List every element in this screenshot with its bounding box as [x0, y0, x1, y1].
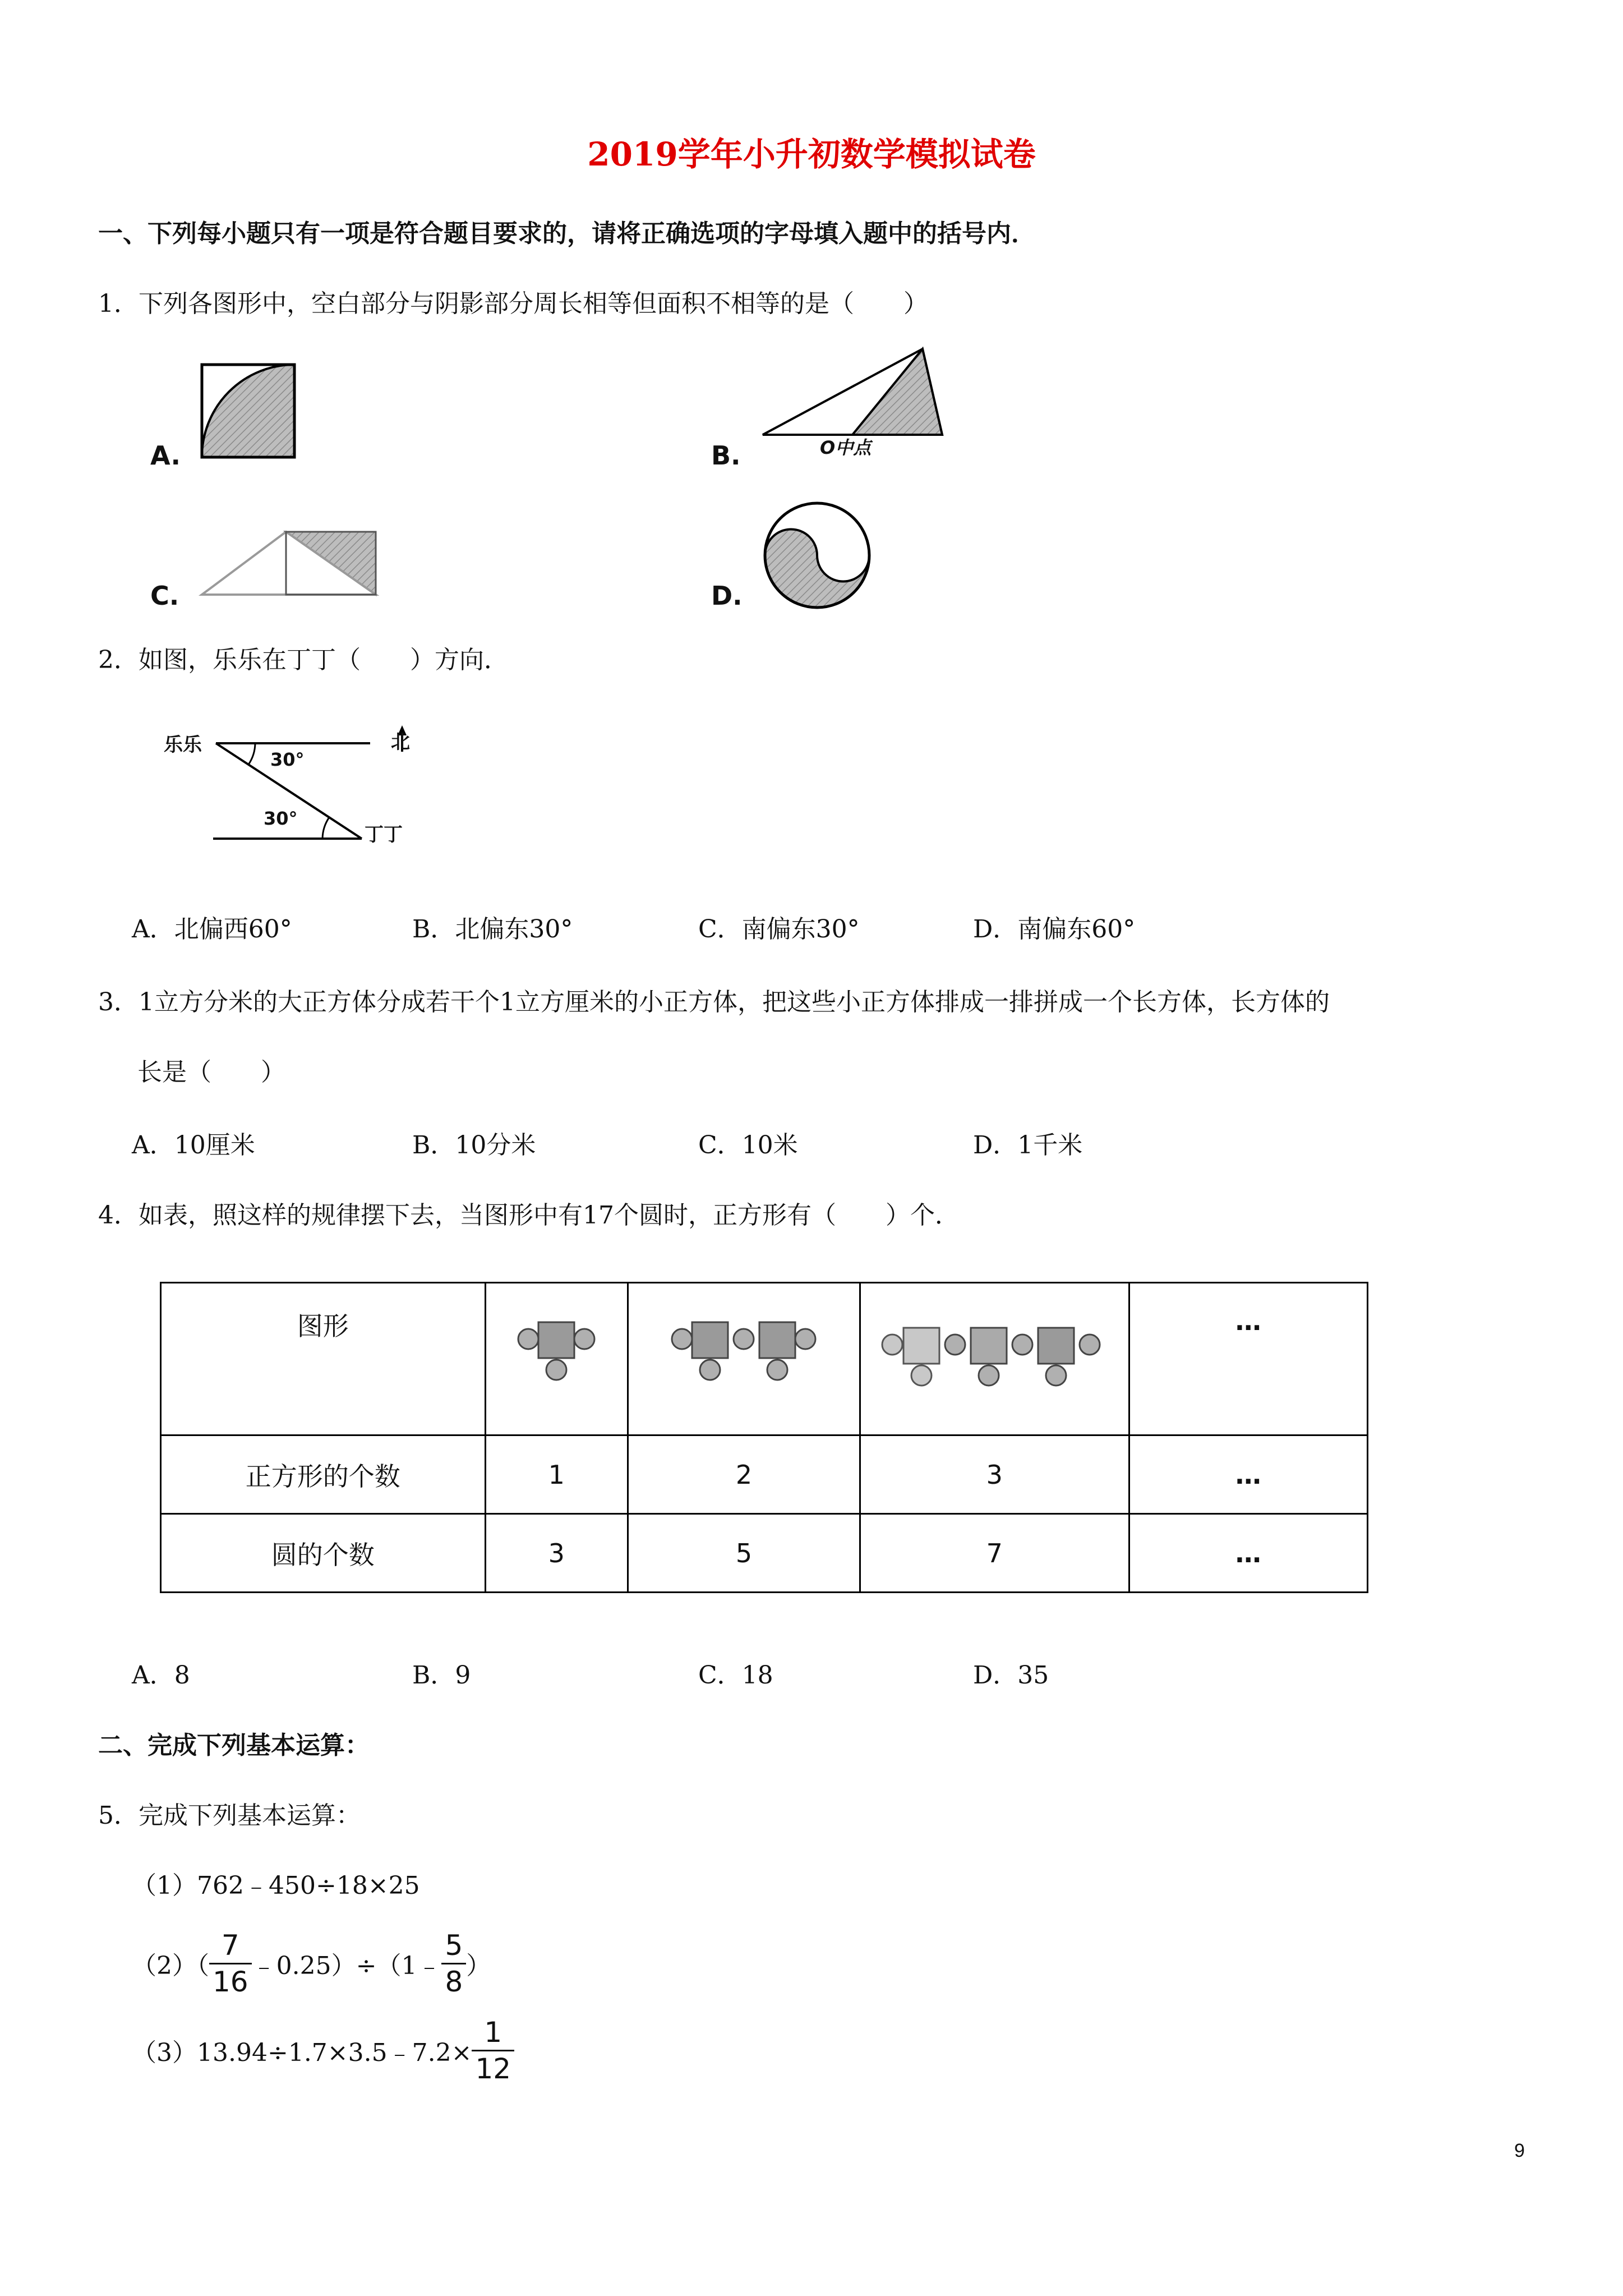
section-1-heading: 一、下列每小题只有一项是符合题目要求的，请将正确选项的字母填入题中的括号内．: [98, 219, 1036, 248]
ellipsis-cell: …: [1129, 1283, 1368, 1435]
q5-part-3: [132, 2017, 514, 2084]
table-cell: 1: [485, 1435, 628, 1514]
table-row-label: 圆的个数: [161, 1514, 486, 1593]
q4-option-a[interactable]: A．8: [132, 1661, 190, 1690]
q2-text: 2．如图，乐乐在丁丁（ ）方向．: [98, 646, 509, 674]
table-row: [161, 1514, 1368, 1593]
q4-option-b[interactable]: B．9: [412, 1661, 471, 1690]
q2-option-d[interactable]: D．南偏东60°: [973, 915, 1136, 944]
q2-option-b[interactable]: B．北偏东30°: [412, 915, 573, 944]
q2-label-lele: 乐乐: [164, 734, 202, 756]
table-cell: 7: [860, 1514, 1129, 1593]
q1-label-c: C.: [150, 581, 179, 611]
q5-p2-middle: ﹣0.25）÷（1﹣: [251, 1952, 442, 1980]
fraction-denominator: 12: [475, 2052, 511, 2085]
fraction: [441, 1931, 466, 1996]
table-cell: 2: [628, 1435, 860, 1514]
q2-label-north: 北: [391, 731, 410, 753]
q5-p2-suffix: ）: [466, 1952, 491, 1980]
q1-label-d: D.: [711, 581, 743, 611]
q4-pattern-table: [160, 1282, 1368, 1593]
q3-option-c[interactable]: C．10米: [698, 1131, 798, 1159]
q1-text: 1．下列各图形中，空白部分与阴影部分周长相等但面积不相等的是（ ）: [98, 289, 928, 318]
table-row-label: 正方形的个数: [161, 1435, 486, 1514]
page-title: 2019学年小升初数学模拟试卷: [587, 135, 1036, 173]
fraction-denominator: 16: [213, 1965, 248, 1998]
fraction: [209, 1931, 252, 1996]
q1-label-b: B.: [711, 440, 741, 471]
fraction-denominator: 8: [445, 1965, 463, 1998]
fraction-numerator: 5: [441, 1931, 466, 1964]
q3-text-line1: 3．1立方分米的大正方体分成若干个1立方厘米的小正方体，把这些小正方体排成一排拼成一个长方体，长方体的: [98, 988, 1330, 1016]
q3-option-b[interactable]: B．10分米: [412, 1131, 536, 1159]
q5-p2-prefix: （2）（: [132, 1952, 209, 1980]
fraction-numerator: 1: [472, 2018, 514, 2051]
q5-part-2: [132, 1930, 491, 1997]
q1-b-caption: O中点: [820, 437, 872, 458]
pattern-figure-1: [500, 1311, 612, 1401]
fraction: [472, 2018, 514, 2083]
table-cell: …: [1129, 1435, 1368, 1514]
table-cell: …: [1129, 1514, 1368, 1593]
q2-option-a[interactable]: A．北偏西60°: [132, 915, 292, 944]
table-cell: 3: [485, 1514, 628, 1593]
q5-text: 5．完成下列基本运算：: [98, 1801, 361, 1830]
q2-option-c[interactable]: C．南偏东30°: [698, 915, 860, 944]
q5-part-1: （1）762﹣450÷18×25: [132, 1871, 420, 1900]
pattern-figure-3: [871, 1311, 1118, 1401]
q5-p3-prefix: （3）13.94÷1.7×3.5﹣7.2×: [132, 2039, 472, 2067]
q1-figure-b: [757, 342, 948, 440]
table-cell: 3: [860, 1435, 1129, 1514]
q2-label-dingding: 丁丁: [365, 823, 403, 846]
q1-figure-a: [196, 359, 300, 463]
pattern-cell-3: [860, 1283, 1129, 1435]
q2-angle-top: 30°: [270, 749, 305, 770]
pattern-cell-2: [628, 1283, 860, 1435]
page-number: 9: [1514, 2140, 1525, 2161]
q1-figure-c: [196, 527, 381, 600]
q3-option-a[interactable]: A．10厘米: [132, 1131, 255, 1159]
q3-option-d[interactable]: D．1千米: [973, 1131, 1083, 1159]
table-cell: 5: [628, 1514, 860, 1593]
q3-text-line2: 长是（ ）: [137, 1058, 285, 1087]
table-row: [161, 1435, 1368, 1514]
pattern-cell-1: [485, 1283, 628, 1435]
table-row: [161, 1283, 1368, 1435]
q1-figure-d: [758, 496, 876, 614]
table-row-label: 图形: [161, 1283, 486, 1435]
fraction-numerator: 7: [209, 1931, 252, 1964]
q4-text: 4．如表，照这样的规律摆下去，当图形中有17个圆时，正方形有（ ）个．: [98, 1201, 960, 1230]
q2-angle-bottom: 30°: [264, 808, 298, 829]
pattern-figure-2: [654, 1311, 833, 1401]
q4-option-d[interactable]: D．35: [973, 1661, 1049, 1690]
q1-label-a: A.: [150, 440, 181, 471]
section-2-heading: 二、完成下列基本运算：: [98, 1731, 370, 1760]
q4-option-c[interactable]: C．18: [698, 1661, 773, 1690]
